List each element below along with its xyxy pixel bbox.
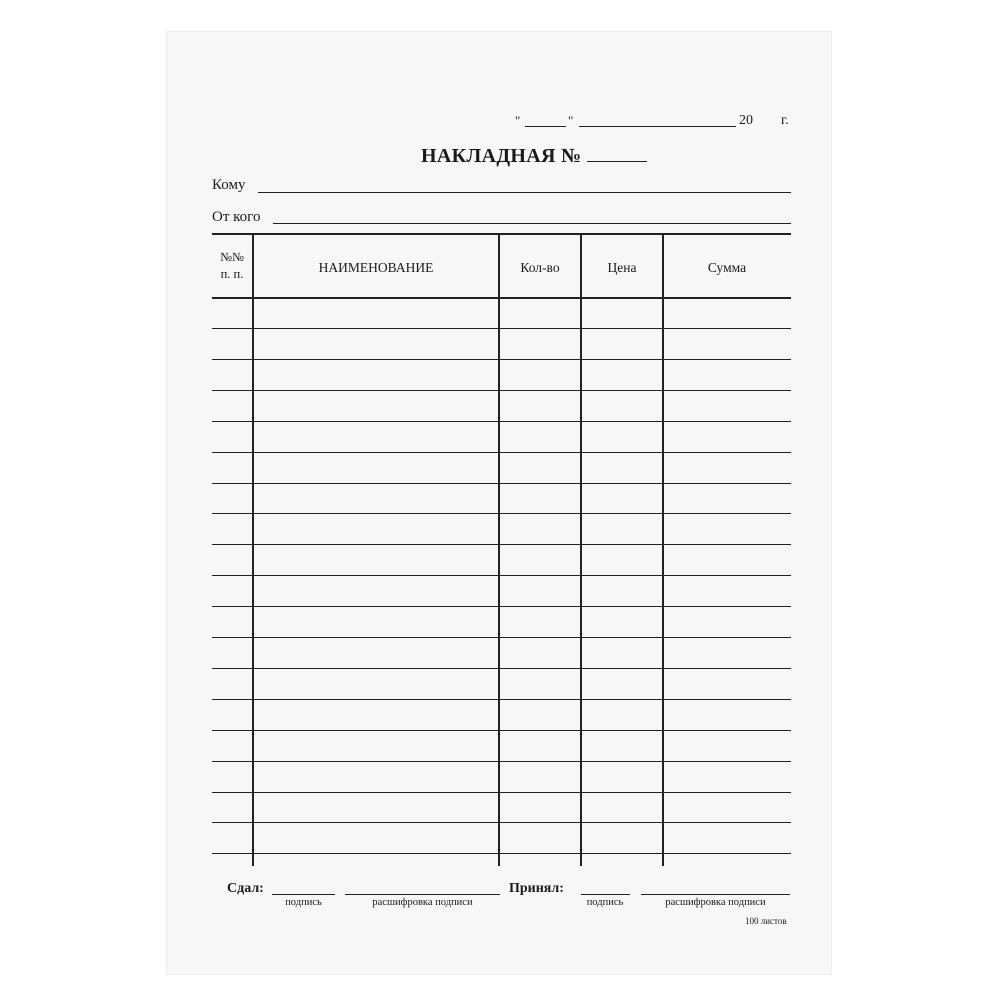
- column-header-name: НАИМЕНОВАНИЕ: [318, 260, 434, 275]
- received-signature-caption: подпись: [586, 897, 624, 908]
- from-field[interactable]: [273, 223, 791, 224]
- received-decode-field[interactable]: [641, 894, 790, 895]
- table-row-line: [212, 792, 791, 793]
- from-label: От кого: [212, 209, 261, 225]
- table-row-line: [212, 483, 791, 484]
- handed-decode-caption: расшифровка подписи: [372, 897, 473, 908]
- table-row-line: [212, 390, 791, 391]
- table-row-line: [212, 730, 791, 731]
- received-label: Принял:: [509, 881, 564, 896]
- table-row-line: [212, 575, 791, 576]
- table-header-divider: [212, 297, 791, 299]
- table-row-line: [212, 761, 791, 762]
- table-row-line: [212, 421, 791, 422]
- table-row-line: [212, 606, 791, 607]
- invoice-number-field[interactable]: [587, 161, 647, 162]
- handed-signature-caption: подпись: [285, 897, 322, 908]
- column-header-sum: Сумма: [707, 260, 747, 275]
- table-row-line: [212, 452, 791, 453]
- to-field[interactable]: [258, 192, 791, 193]
- table-row-line: [212, 359, 791, 360]
- column-header-quantity: Кол-во: [520, 260, 560, 275]
- table-row-line: [212, 668, 791, 669]
- date-year-suffix: г.: [781, 113, 789, 128]
- handed-decode-field[interactable]: [345, 894, 500, 895]
- date-month-field[interactable]: [579, 126, 736, 127]
- received-decode-caption: расшифровка подписи: [665, 897, 766, 908]
- form-title: НАКЛАДНАЯ №: [421, 145, 582, 167]
- table-row-line: [212, 513, 791, 514]
- handed-label: Сдал:: [227, 881, 264, 896]
- date-quote-close: ": [568, 113, 574, 128]
- table-row-line: [212, 544, 791, 545]
- column-header-number: №№ п. п.: [220, 250, 244, 281]
- table-row-line: [212, 328, 791, 329]
- table-row-line: [212, 699, 791, 700]
- table-top-border: [212, 233, 791, 235]
- table-row-line: [212, 853, 791, 854]
- to-label: Кому: [212, 177, 246, 193]
- date-quote-open: ": [515, 113, 521, 128]
- date-day-field[interactable]: [525, 126, 566, 127]
- table-row-line: [212, 822, 791, 823]
- received-signature-field[interactable]: [581, 894, 630, 895]
- date-year-prefix: 20: [739, 113, 753, 128]
- column-header-price: Цена: [607, 260, 637, 275]
- handed-signature-field[interactable]: [272, 894, 335, 895]
- sheet-count: 100 листов: [745, 916, 787, 926]
- table-row-line: [212, 637, 791, 638]
